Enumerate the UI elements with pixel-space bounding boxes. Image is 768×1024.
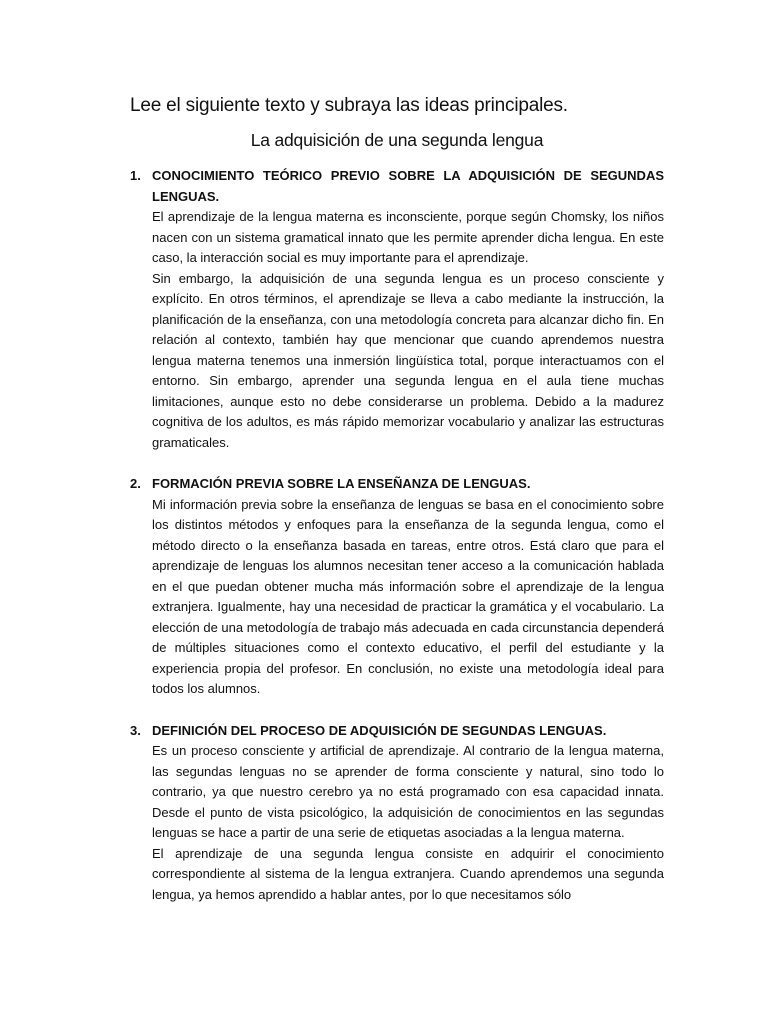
- section-heading: [130, 474, 664, 495]
- section-2: [130, 474, 664, 700]
- document-title: La adquisición de una segunda lengua: [250, 130, 544, 150]
- section-3: [130, 721, 664, 906]
- section-heading: [130, 721, 664, 742]
- section-body: [130, 741, 664, 905]
- paragraph: Es un proceso consciente y artificial de aprendizaje. Al contrario de la lengua materna, las segundas lenguas no se aprender de forma consciente y natural, sino todo lo contrario, ya que nuestro cerebro ya no está programado con esa capacidad innata. Desde el punto de vista psicológico, la adquisición de conocimientos en las segundas lenguas se hace a partir de una serie de etiquetas asociadas a la lengua materna.: [152, 743, 664, 840]
- section-title: FORMACIÓN PREVIA SOBRE LA ENSEÑANZA DE LENGUAS.: [152, 476, 531, 491]
- paragraph: El aprendizaje de una segunda lengua consiste en adquirir el conocimiento correspondiente al sistema de la lengua extranjera. Cuando aprendemos una segunda lengua, ya hemos aprendido a hablar antes, por lo que necesitamos sólo: [152, 845, 664, 902]
- paragraph: Mi información previa sobre la enseñanza de lenguas se basa en el conocimiento sobre los distintos métodos y enfoques para la enseñanza de la segunda lengua, como el método directo o la enseñanza basada en tareas, entre otros. Está claro que para el aprendizaje de lenguas los alumnos necesitan tener acceso a la comunicación hablada en el que puedan obtener mucha más información sobre el aprendizaje de la lengua extranjera. Igualmente, hay una necesidad de practicar la gramática y el vocabulario. La elección de una metodología de trabajo más adecuada en cada circunstancia dependerá de múltiples situaciones como el contexto educativo, el perfil del estudiante y la experiencia propia del profesor. En conclusión, no existe una metodología ideal para todos los alumnos.: [152, 496, 664, 696]
- instruction-text: Lee el siguiente texto y subraya las ideas principales.: [130, 95, 568, 116]
- section-heading: [130, 166, 664, 207]
- section-number: 2.: [130, 476, 141, 491]
- section-body: [130, 495, 664, 700]
- section-number: 3.: [130, 722, 141, 738]
- paragraph: Sin embargo, la adquisición de una segunda lengua es un proceso consciente y explícito. En otros términos, el aprendizaje se lleva a cabo mediante la instrucción, la planificación de la enseñanza, con una metodología concreta para alcanzar dicho fin. En relación al contexto, también hay que mencionar que cuando aprendemos nuestra lengua materna tenemos una inmersión lingüística total, porque interactuamos con el entorno. Sin embargo, aprender una segunda lengua en el aula tiene muchas limitaciones, aunque esto no debe considerarse un problema. Debido a la madurez cognitiva de los adultos, es más rápido memorizar vocabulario y analizar las estructuras gramaticales.: [152, 270, 664, 450]
- section-1: [130, 166, 664, 453]
- section-body: [130, 207, 664, 453]
- section-title: DEFINICIÓN DEL PROCESO DE ADQUISICIÓN DE SEGUNDAS LENGUAS.: [152, 722, 607, 738]
- section-number: 1.: [130, 168, 141, 183]
- paragraph: El aprendizaje de la lengua materna es inconsciente, porque según Chomsky, los niños nacen con un sistema gramatical innato que les permite aprender dicha lengua. En este caso, la interacción social es muy importante para el aprendizaje.: [152, 209, 664, 265]
- section-title: CONOCIMIENTO TEÓRICO PREVIO SOBRE LA ADQUISICIÓN DE SEGUNDAS LENGUAS.: [152, 168, 664, 204]
